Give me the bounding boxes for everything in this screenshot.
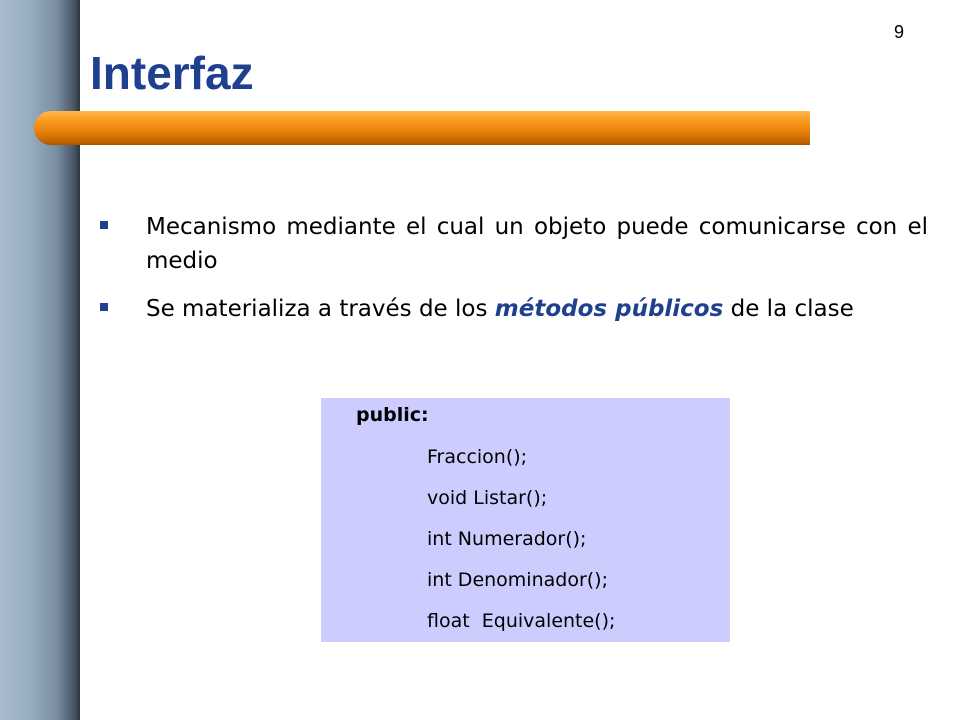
code-block xyxy=(321,398,730,642)
bullet-emphasis: métodos públicos xyxy=(494,296,724,322)
bullet-item-mecanismo xyxy=(100,210,928,278)
code-line: float Equivalente(); xyxy=(427,610,616,632)
bullet-text-after: de la clase xyxy=(723,296,854,322)
slide-title: Interfaz xyxy=(90,47,254,99)
bullet-item-materializa xyxy=(100,292,928,326)
title-underline-bar xyxy=(34,111,810,145)
bullet-list xyxy=(100,210,928,340)
code-line: int Numerador(); xyxy=(427,528,587,550)
square-bullet-icon xyxy=(100,303,108,311)
bullet-text-before: Se materializa a través de los xyxy=(146,296,495,322)
bullet-text: Mecanismo mediante el cual un objeto puede comunicarse con el medio xyxy=(146,214,928,274)
square-bullet-icon xyxy=(100,221,108,229)
code-line: Fraccion(); xyxy=(427,446,528,468)
code-line: void Listar(); xyxy=(427,487,548,509)
page-number: 9 xyxy=(893,22,904,42)
slide-sidebar xyxy=(0,0,80,720)
code-keyword: public: xyxy=(356,404,429,426)
code-line: int Denominador(); xyxy=(427,569,608,591)
